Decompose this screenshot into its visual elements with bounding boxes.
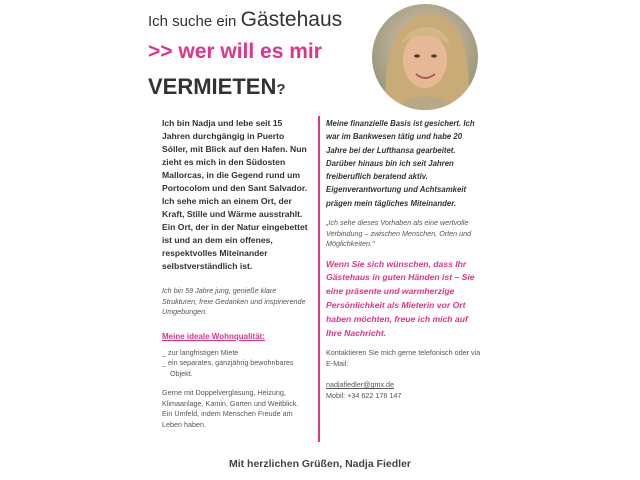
quote-paragraph: „Ich sehe dieses Vorhaben als eine wertvolle Verbindung – zwischen Menschen, Orten und Möglichkeiten."	[326, 218, 472, 249]
headline-line-2: >> wer will es mir	[148, 40, 322, 63]
contact-intro: Kontaktieren Sie mich gerne telefonisch oder via E-Mail:	[326, 348, 481, 368]
closing-signature: Mit herzlichen Grüßen, Nadja Fiedler	[228, 458, 412, 470]
list-item: _ ein separates, ganzjährig bewohnbares Objekt.	[162, 358, 294, 378]
contact-details	[326, 380, 482, 401]
call-to-action-paragraph: Wenn Sie sich wünschen, dass Ihr Gästehaus in guten Händen ist – Sie eine präsente und warmherzige Persönlichkeit als Mieterin vor Ort haben möchten, freue ich mich auf Ihre Nachricht.	[326, 258, 475, 338]
headline-vermieten: VERMIETEN	[148, 74, 277, 99]
headline-prefix: Ich suche ein	[148, 13, 237, 30]
left-column	[162, 117, 310, 430]
phone-number: Mobil: +34 622 178 147	[326, 390, 402, 400]
right-column	[326, 117, 482, 401]
list-item: _ zur langfristigen Miete	[162, 347, 239, 357]
headline-line-1	[148, 8, 342, 32]
age-paragraph: Ich bin 59 Jahre jung, genieße klare Strukturen, freie Gedanken und inspirierende Umgebungen.	[162, 286, 306, 316]
details-paragraph: Gerne mit Doppelverglasung, Heizung, Klimaanlage, Kamin, Garten und Weitblick. Ein Umfeld, indem Menschen Freude am Leben haben.	[162, 388, 299, 429]
headline-line-3	[148, 74, 286, 100]
ideal-living-heading: Meine ideale Wohnqualität:	[162, 331, 265, 341]
intro-paragraph: Ich bin Nadja und lebe seit 15 Jahren durchgängig in Puerto Sóller, mit Blick auf den Hafen. Nun zieht es mich in den Südosten Mallorcas, in die Gegend rund um Portocolom und den Sant Salvador. Ich sehe mich an einem Ort, der Kraft, Stille und Wärme ausstrahlt. Ein Ort, der in der Natur eingebettet ist und an dem ein offenes, respektvolles Miteinander selbstverständlich ist.	[162, 118, 308, 271]
headline-keyword: Gästehaus	[240, 8, 343, 31]
ideal-living-list	[162, 348, 310, 380]
finance-paragraph: Meine finanzielle Basis ist gesichert. Ich war im Bankwesen tätig und habe 20 Jahre bei der Lufthansa gearbeitet. Darüber hinaus bin ich seit Jahren freiberuflich beratend aktiv. Eigenverantwortung und Achtsamkeit prägen mein tägliches Miteinander.	[326, 119, 475, 208]
headline-question-mark: ?	[276, 81, 286, 98]
column-divider	[318, 116, 320, 442]
portrait-photo	[372, 4, 478, 110]
email-link[interactable]: nadjafiedler@gmx.de	[326, 380, 395, 390]
